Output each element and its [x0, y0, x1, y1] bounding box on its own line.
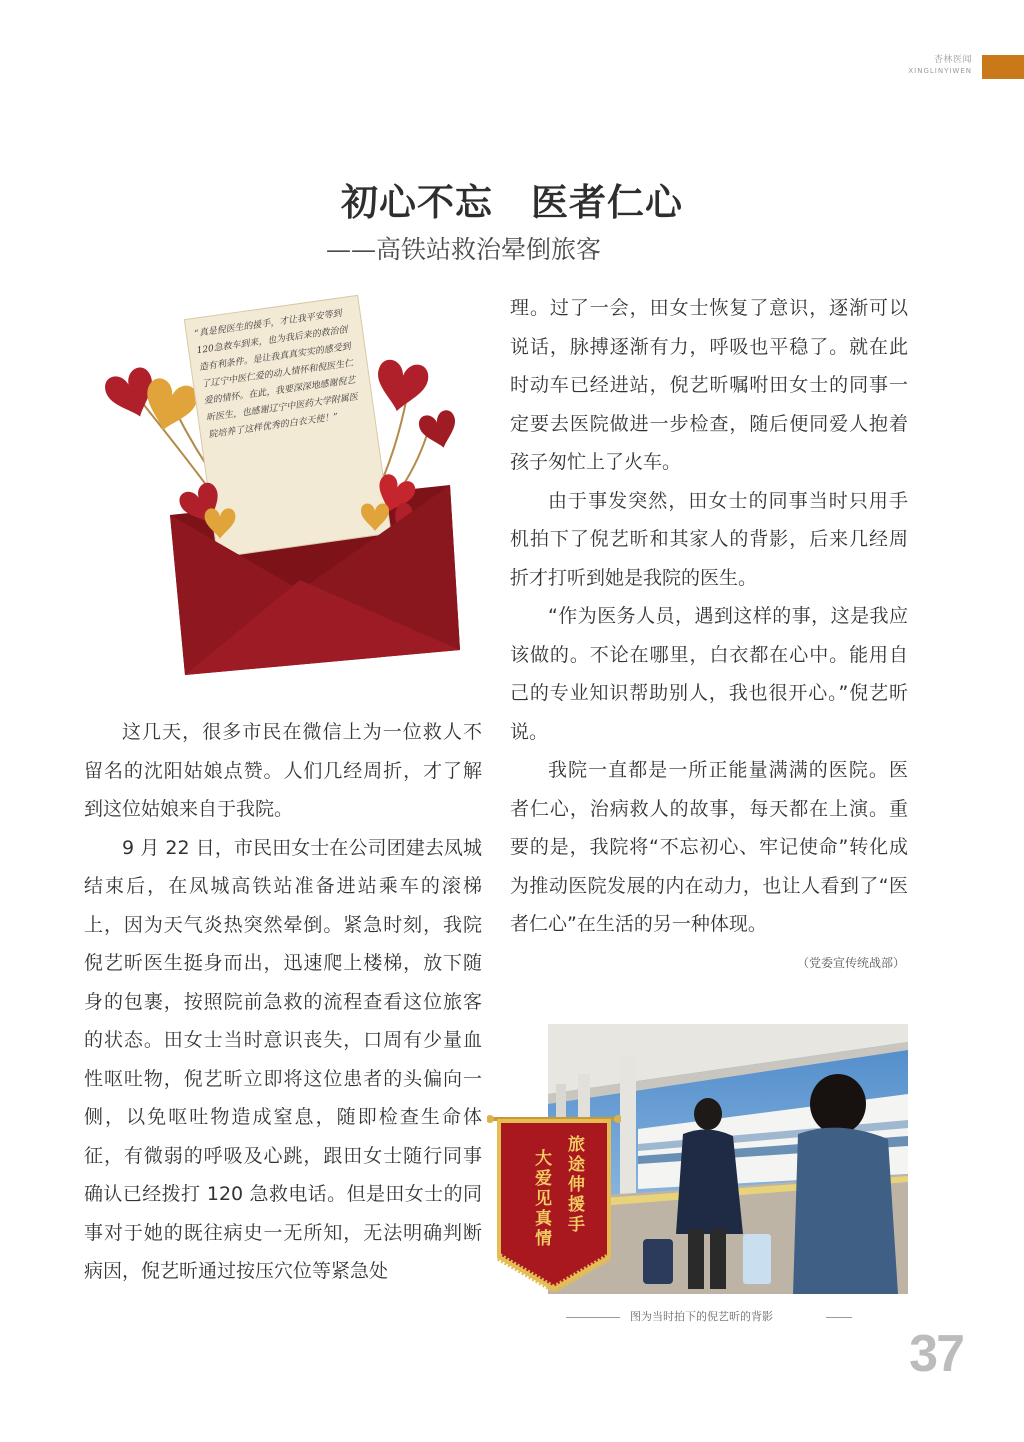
right-column — [510, 289, 908, 944]
paragraph: 9 月 22 日，市民田女士在公司团建去凤城结束后，在凤城高铁站准备进站乘车的滚梯上，因为天气炎热突然晕倒。紧急时刻，我院倪艺昕医生挺身而出，迅速爬上楼梯，放下随身的包裹，按照院前急救的流程查看这位旅客的状态。田女士当时意识丧失，口周有少量血性呕吐物，倪艺昕立即将这位患者的头偏向一侧，以免呕吐物造成窒息，随即检查生命体征，有微弱的呼吸及心跳，跟田女士随行同事确认已经拨打 120 急救电话。但是田女士的同事对于她的既往病史一无所知，无法明确判断病因，倪艺昕通过按压穴位等紧急处 — [84, 836, 482, 1282]
paragraph: 由于事发突然，田女士的同事当时只用手机拍下了倪艺昕和其家人的背影，后来几经周折才打听到她是我院的医生。 — [510, 489, 908, 589]
caption-divider-right — [826, 1317, 852, 1318]
photo-caption: 图为当时拍下的倪艺昕的背影 — [630, 1310, 773, 1323]
article-signature: （党委宣传统战部） — [796, 956, 905, 970]
pennant-text-left: 大爱见真情 — [531, 1149, 551, 1249]
silk-pennant — [487, 1107, 621, 1299]
envelope-letter-illustration — [100, 280, 460, 690]
article-title: 初心不忘 医者仁心 — [341, 180, 683, 224]
letter-text: “真是倪医生的援手，才让我平安等到120急救车到来，也为我后来的救治创造有利条件。是让我真真实实的感受到了辽宁中医仁爱的动人情怀和倪医生仁爱的情怀。在此，我要深深地感谢倪艺昕医生，也感谢辽宁中医药大学附属医院培养了这样优秀的白衣天使！” — [193, 308, 359, 441]
paragraph: 理。过了一会，田女士恢复了意识，逐渐可以说话，脉搏逐渐有力，呼吸也平稳了。就在此时动车已经进站，倪艺昕嘱咐田女士的同事一定要去医院做进一步检查，随后便同爱人抱着孩子匆忙上了火车。 — [510, 297, 908, 473]
paragraph: 这几天，很多市民在微信上为一位救人不留名的沈阳姑娘点赞。人们几经周折，才了解到这位姑娘来自于我院。 — [84, 721, 482, 820]
section-accent-bar — [982, 55, 1024, 79]
section-tag — [908, 55, 972, 77]
paragraph: 我院一直都是一所正能量满满的医院。医者仁心，治病救人的故事，每天都在上演。重要的是，我院将“不忘初心、牢记使命”转化成为推动医院发展的内在动力，也让人看到了“医者仁心”在生活的另一种体现。 — [510, 759, 908, 935]
section-name: 杏林医闻 — [933, 55, 972, 65]
pennant-text-right: 旅途伸援手 — [564, 1135, 584, 1235]
paragraph: “作为医务人员，遇到这样的事，这是我应该做的。不论在哪里，白衣都在心中。能用自己的专业知识帮助别人，我也很开心。”倪艺昕说。 — [510, 605, 908, 743]
section-name-en: XINGLINYIWEN — [908, 67, 972, 75]
article-subtitle: ——高铁站救治晕倒旅客 — [326, 235, 602, 264]
left-column — [84, 713, 482, 1291]
caption-divider-left — [566, 1317, 620, 1318]
page-number: 37 — [909, 1325, 963, 1383]
